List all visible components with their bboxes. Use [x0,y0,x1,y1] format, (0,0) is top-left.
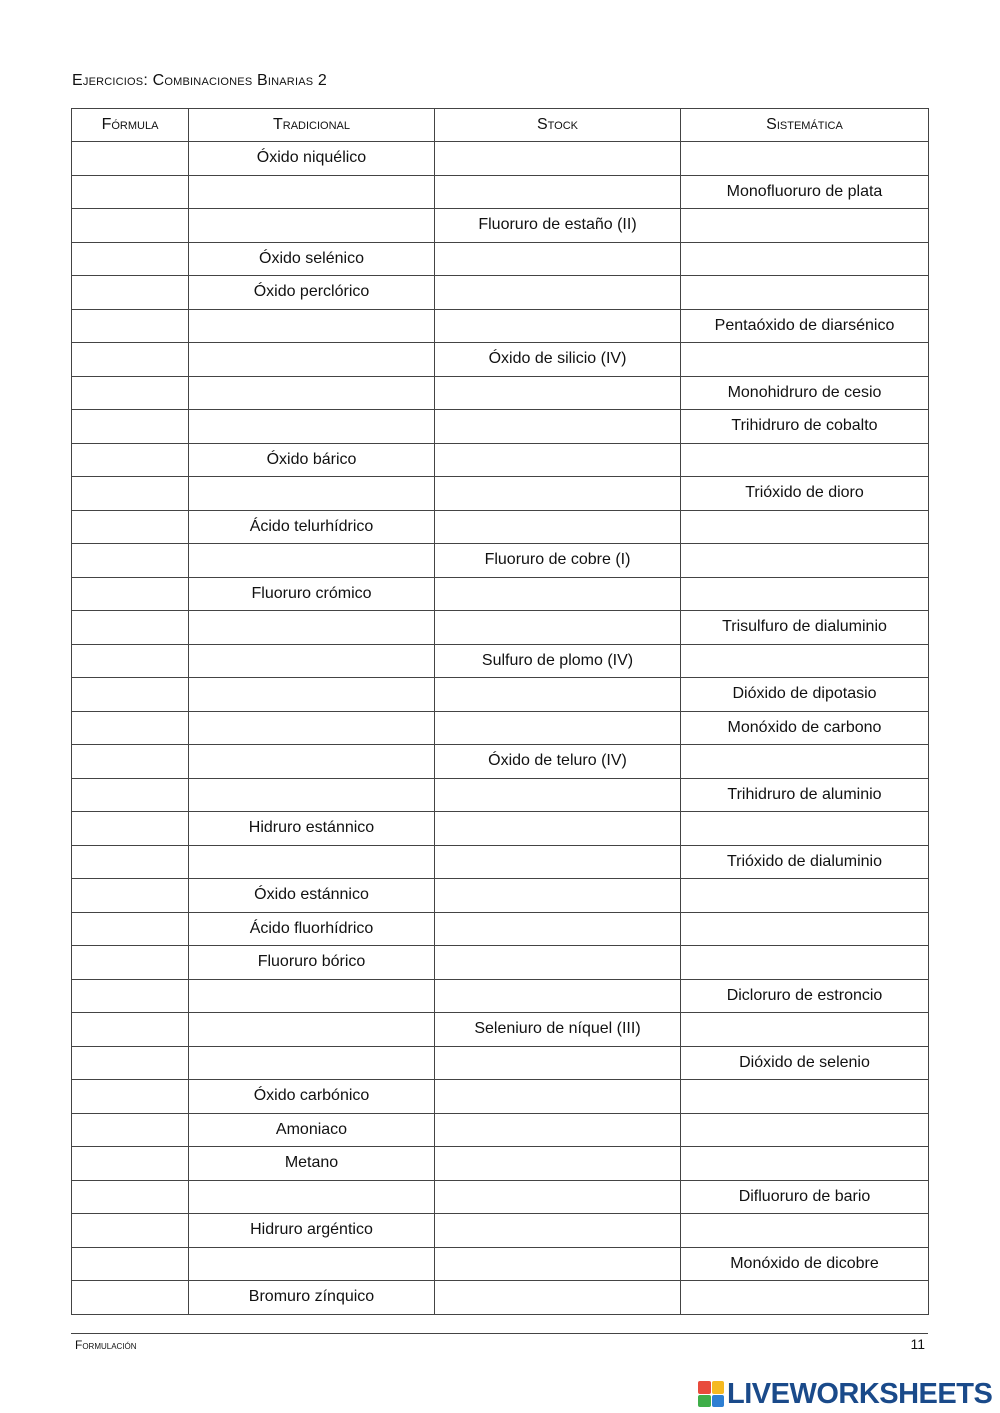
cell-traditional[interactable] [189,309,435,343]
cell-stock[interactable] [435,577,681,611]
table-row [72,1180,929,1214]
cell-traditional[interactable] [189,778,435,812]
cell-systematic[interactable] [681,644,929,678]
cell-systematic[interactable] [681,209,929,243]
cell-systematic: Trihidruro de aluminio [681,778,929,812]
cell-systematic[interactable] [681,1147,929,1181]
table-header-row [72,109,929,142]
cell-stock[interactable] [435,845,681,879]
cell-systematic[interactable] [681,1013,929,1047]
table-row [72,175,929,209]
cell-systematic[interactable] [681,745,929,779]
cell-formula[interactable] [72,845,189,879]
table-row [72,309,929,343]
cell-stock: Óxido de teluro (IV) [435,745,681,779]
cell-formula[interactable] [72,577,189,611]
cell-stock[interactable] [435,1046,681,1080]
table-row [72,644,929,678]
cell-traditional: Óxido perclórico [189,276,435,310]
table-row [72,845,929,879]
cell-formula[interactable] [72,1113,189,1147]
table-row [72,1013,929,1047]
cell-formula[interactable] [72,410,189,444]
cell-systematic[interactable] [681,510,929,544]
header-systematic: Sistemática [681,109,929,142]
table-row [72,778,929,812]
cell-systematic[interactable] [681,544,929,578]
cell-traditional: Hidruro argéntico [189,1214,435,1248]
cell-formula[interactable] [72,1180,189,1214]
cell-traditional[interactable] [189,979,435,1013]
cell-systematic: Monofluoruro de plata [681,175,929,209]
cell-traditional[interactable] [189,1013,435,1047]
cell-traditional: Amoniaco [189,1113,435,1147]
cell-stock[interactable] [435,711,681,745]
table-row [72,142,929,176]
cell-formula[interactable] [72,477,189,511]
liveworksheets-icon [698,1381,724,1407]
cell-formula[interactable] [72,979,189,1013]
cell-traditional: Óxido estánnico [189,879,435,913]
table-row [72,1281,929,1315]
cell-traditional: Bromuro zínquico [189,1281,435,1315]
footer-section: Formulación [75,1338,137,1352]
cell-stock: Óxido de silicio (IV) [435,343,681,377]
table-row [72,1080,929,1114]
table-row [72,1214,929,1248]
cell-formula[interactable] [72,376,189,410]
cell-formula[interactable] [72,912,189,946]
cell-traditional: Metano [189,1147,435,1181]
cell-stock[interactable] [435,1080,681,1114]
table-row [72,477,929,511]
cell-stock[interactable] [435,1147,681,1181]
cell-stock[interactable] [435,946,681,980]
brand-logo[interactable] [698,1378,992,1410]
cell-stock[interactable] [435,376,681,410]
cell-systematic[interactable] [681,1281,929,1315]
cell-systematic: Dióxido de dipotasio [681,678,929,712]
cell-systematic[interactable] [681,276,929,310]
cell-stock[interactable] [435,242,681,276]
table-row [72,209,929,243]
cell-stock: Seleniuro de níquel (III) [435,1013,681,1047]
cell-systematic: Dióxido de selenio [681,1046,929,1080]
header-formula: Fórmula [72,109,189,142]
cell-systematic[interactable] [681,879,929,913]
cell-traditional[interactable] [189,1046,435,1080]
table-row [72,912,929,946]
cell-formula[interactable] [72,678,189,712]
cell-formula[interactable] [72,142,189,176]
cell-traditional[interactable] [189,544,435,578]
cell-formula[interactable] [72,745,189,779]
cell-traditional: Ácido telurhídrico [189,510,435,544]
cell-stock[interactable] [435,175,681,209]
cell-systematic: Trihidruro de cobalto [681,410,929,444]
worksheet-title: Ejercicios: Combinaciones Binarias 2 [72,72,328,89]
cell-stock[interactable] [435,879,681,913]
logo-square-red [698,1381,711,1394]
cell-systematic: Dicloruro de estroncio [681,979,929,1013]
table-row [72,544,929,578]
cell-systematic[interactable] [681,946,929,980]
table-row [72,946,929,980]
cell-traditional[interactable] [189,611,435,645]
table-row [72,443,929,477]
exercise-table [71,108,929,1315]
cell-traditional[interactable] [189,644,435,678]
cell-systematic[interactable] [681,443,929,477]
cell-systematic[interactable] [681,577,929,611]
cell-stock[interactable] [435,276,681,310]
cell-formula[interactable] [72,242,189,276]
cell-stock[interactable] [435,309,681,343]
cell-traditional[interactable] [189,678,435,712]
cell-formula[interactable] [72,309,189,343]
cell-traditional: Óxido selénico [189,242,435,276]
cell-systematic: Trióxido de dioro [681,477,929,511]
cell-formula[interactable] [72,1147,189,1181]
cell-traditional[interactable] [189,845,435,879]
cell-formula[interactable] [72,1013,189,1047]
logo-square-green [698,1395,711,1408]
cell-formula[interactable] [72,209,189,243]
cell-formula[interactable] [72,1281,189,1315]
cell-systematic[interactable] [681,343,929,377]
cell-traditional[interactable] [189,1247,435,1281]
cell-formula[interactable] [72,879,189,913]
cell-formula[interactable] [72,946,189,980]
cell-traditional: Fluoruro crómico [189,577,435,611]
cell-systematic[interactable] [681,812,929,846]
table-row [72,711,929,745]
cell-stock[interactable] [435,477,681,511]
cell-stock: Sulfuro de plomo (IV) [435,644,681,678]
cell-stock: Fluoruro de estaño (II) [435,209,681,243]
cell-formula[interactable] [72,644,189,678]
cell-formula[interactable] [72,343,189,377]
table-row [72,879,929,913]
table-row [72,1113,929,1147]
cell-stock[interactable] [435,912,681,946]
cell-traditional: Óxido carbónico [189,1080,435,1114]
cell-formula[interactable] [72,711,189,745]
cell-traditional[interactable] [189,1180,435,1214]
cell-stock[interactable] [435,1247,681,1281]
cell-systematic: Difluoruro de bario [681,1180,929,1214]
cell-traditional[interactable] [189,745,435,779]
cell-traditional[interactable] [189,343,435,377]
table-row [72,611,929,645]
cell-systematic: Monóxido de carbono [681,711,929,745]
cell-traditional: Óxido niquélico [189,142,435,176]
cell-stock[interactable] [435,510,681,544]
cell-systematic[interactable] [681,1214,929,1248]
logo-square-blue [712,1395,725,1408]
cell-formula[interactable] [72,812,189,846]
header-stock: Stock [435,109,681,142]
table-row [72,745,929,779]
table-row [72,1046,929,1080]
cell-systematic: Monohidruro de cesio [681,376,929,410]
table-row [72,376,929,410]
page-number: 11 [910,1336,925,1352]
cell-systematic[interactable] [681,1113,929,1147]
cell-systematic[interactable] [681,1080,929,1114]
cell-traditional: Hidruro estánnico [189,812,435,846]
cell-traditional[interactable] [189,410,435,444]
table-row [72,979,929,1013]
cell-formula[interactable] [72,778,189,812]
footer-divider [71,1333,928,1334]
cell-stock[interactable] [435,778,681,812]
cell-systematic: Trisulfuro de dialuminio [681,611,929,645]
logo-square-yellow [712,1381,725,1394]
table-row [72,678,929,712]
cell-stock[interactable] [435,1281,681,1315]
cell-traditional: Óxido bárico [189,443,435,477]
table-row [72,276,929,310]
table-row [72,577,929,611]
cell-stock[interactable] [435,678,681,712]
table-row [72,510,929,544]
cell-systematic[interactable] [681,142,929,176]
cell-formula[interactable] [72,1046,189,1080]
cell-stock[interactable] [435,1214,681,1248]
cell-traditional[interactable] [189,376,435,410]
cell-formula[interactable] [72,175,189,209]
cell-formula[interactable] [72,443,189,477]
cell-stock[interactable] [435,443,681,477]
cell-systematic: Trióxido de dialuminio [681,845,929,879]
header-traditional: Tradicional [189,109,435,142]
cell-traditional[interactable] [189,175,435,209]
cell-formula[interactable] [72,544,189,578]
cell-traditional: Ácido fluorhídrico [189,912,435,946]
cell-systematic: Monóxido de dicobre [681,1247,929,1281]
cell-systematic[interactable] [681,912,929,946]
cell-traditional[interactable] [189,209,435,243]
cell-formula[interactable] [72,276,189,310]
cell-traditional[interactable] [189,477,435,511]
cell-systematic[interactable] [681,242,929,276]
cell-formula[interactable] [72,510,189,544]
cell-formula[interactable] [72,1247,189,1281]
cell-stock[interactable] [435,611,681,645]
cell-formula[interactable] [72,611,189,645]
cell-stock[interactable] [435,410,681,444]
table-row [72,410,929,444]
cell-stock[interactable] [435,142,681,176]
cell-systematic: Pentaóxido de diarsénico [681,309,929,343]
cell-traditional: Fluoruro bórico [189,946,435,980]
table-row [72,812,929,846]
cell-formula[interactable] [72,1080,189,1114]
table-row [72,242,929,276]
cell-formula[interactable] [72,1214,189,1248]
cell-stock[interactable] [435,812,681,846]
cell-stock[interactable] [435,1180,681,1214]
table-row [72,343,929,377]
table-row [72,1147,929,1181]
cell-stock: Fluoruro de cobre (I) [435,544,681,578]
cell-stock[interactable] [435,1113,681,1147]
cell-stock[interactable] [435,979,681,1013]
table-row [72,1247,929,1281]
cell-traditional[interactable] [189,711,435,745]
brand-name: LIVEWORKSHEETS [727,1377,993,1410]
